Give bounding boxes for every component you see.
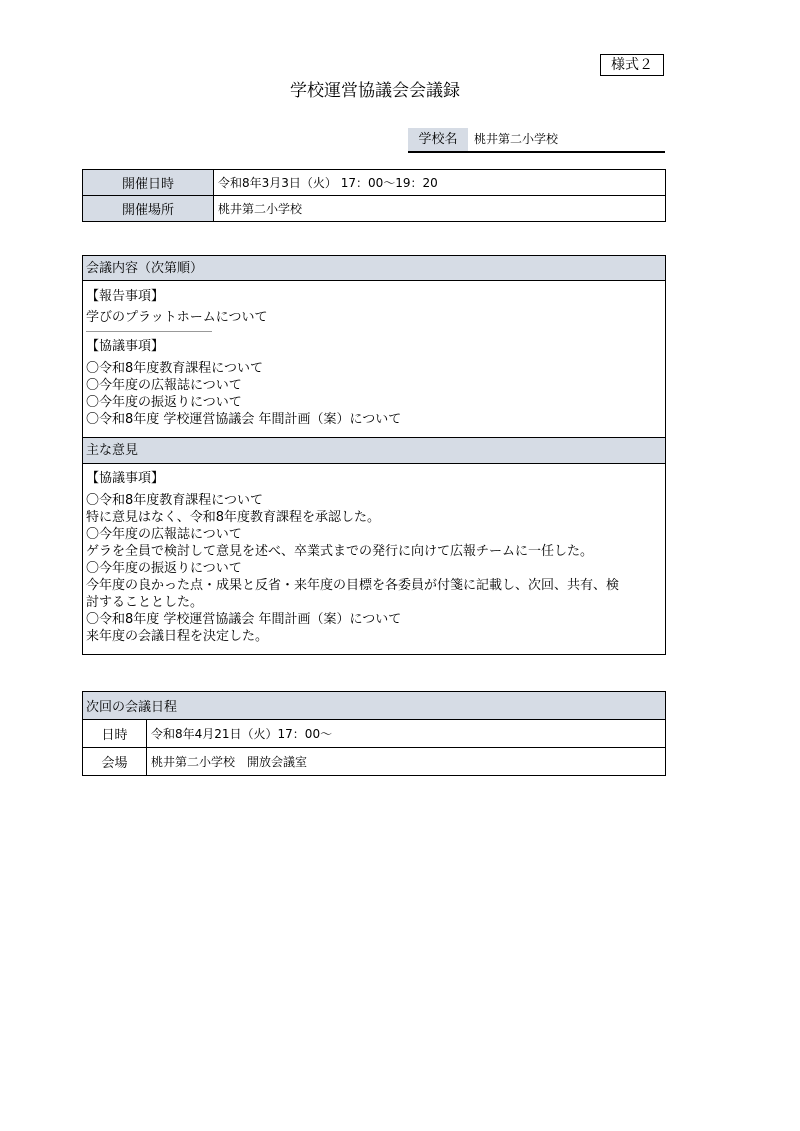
form-number-box: 様式２ — [600, 54, 664, 76]
next-meeting-date-value: 令和8年4月21日（火）17：00～ — [147, 720, 666, 748]
opinion-line: 〇令和8年度 学校運営協議会 年間計画（案）について — [86, 612, 402, 627]
divider — [86, 331, 212, 332]
school-name-label: 学校名 — [408, 128, 468, 151]
next-meeting-heading-row — [83, 692, 666, 720]
discussion-item: 〇令和8年度 学校運営協議会 年間計画（案）について — [86, 412, 402, 427]
opinion-line: 討することとした。 — [86, 595, 204, 610]
discussion-item: 〇令和8年度教育課程について — [86, 361, 264, 376]
opinion-line: 今年度の良かった点・成果と反省・来年度の目標を各委員が付箋に記載し、次回、共有、検 — [86, 578, 620, 593]
opinions-heading: 主な意見 — [83, 437, 665, 464]
opinion-line: 〇今年度の広報誌について — [86, 527, 242, 542]
document-title: 学校運営協議会会議録 — [290, 81, 460, 101]
next-meeting-date-label: 日時 — [83, 720, 147, 748]
next-meeting-place-value: 桃井第二小学校 開放会議室 — [147, 748, 666, 776]
next-meeting-table — [82, 691, 666, 776]
meeting-date-row — [83, 170, 666, 196]
meeting-place-row — [83, 196, 666, 222]
next-meeting-heading: 次回の会議日程 — [83, 692, 666, 720]
school-name-row — [408, 128, 665, 153]
discussion-heading: 【協議事項】 — [86, 339, 165, 354]
opinion-line: 〇令和8年度教育課程について — [86, 493, 264, 508]
opinions-sub-heading: 【協議事項】 — [86, 471, 165, 486]
opinion-line: 来年度の会議日程を決定した。 — [86, 629, 269, 644]
meeting-info-table — [82, 169, 666, 222]
report-heading: 【報告事項】 — [86, 289, 165, 304]
next-meeting-place-row — [83, 748, 666, 776]
meeting-place-label: 開催場所 — [83, 196, 214, 222]
meeting-date-label: 開催日時 — [83, 170, 214, 196]
report-item: 学びのプラットホームについて — [86, 310, 268, 325]
discussion-item: 〇今年度の広報誌について — [86, 378, 242, 393]
opinion-line: 〇今年度の振返りについて — [86, 561, 242, 576]
next-meeting-place-label: 会場 — [83, 748, 147, 776]
agenda-heading: 会議内容（次第順） — [83, 256, 665, 281]
opinion-line: 特に意見はなく、令和8年度教育課程を承認した。 — [86, 510, 381, 525]
next-meeting-date-row — [83, 720, 666, 748]
meeting-date-value: 令和8年3月3日（火） 17：00～19：20 — [214, 170, 666, 196]
meeting-content-box — [82, 255, 666, 655]
school-name-value: 桃井第二小学校 — [474, 132, 559, 146]
discussion-item: 〇今年度の振返りについて — [86, 395, 242, 410]
meeting-place-value: 桃井第二小学校 — [214, 196, 666, 222]
opinion-line: ゲラを全員で検討して意見を述べ、卒業式までの発行に向けて広報チームに一任した。 — [86, 544, 594, 559]
